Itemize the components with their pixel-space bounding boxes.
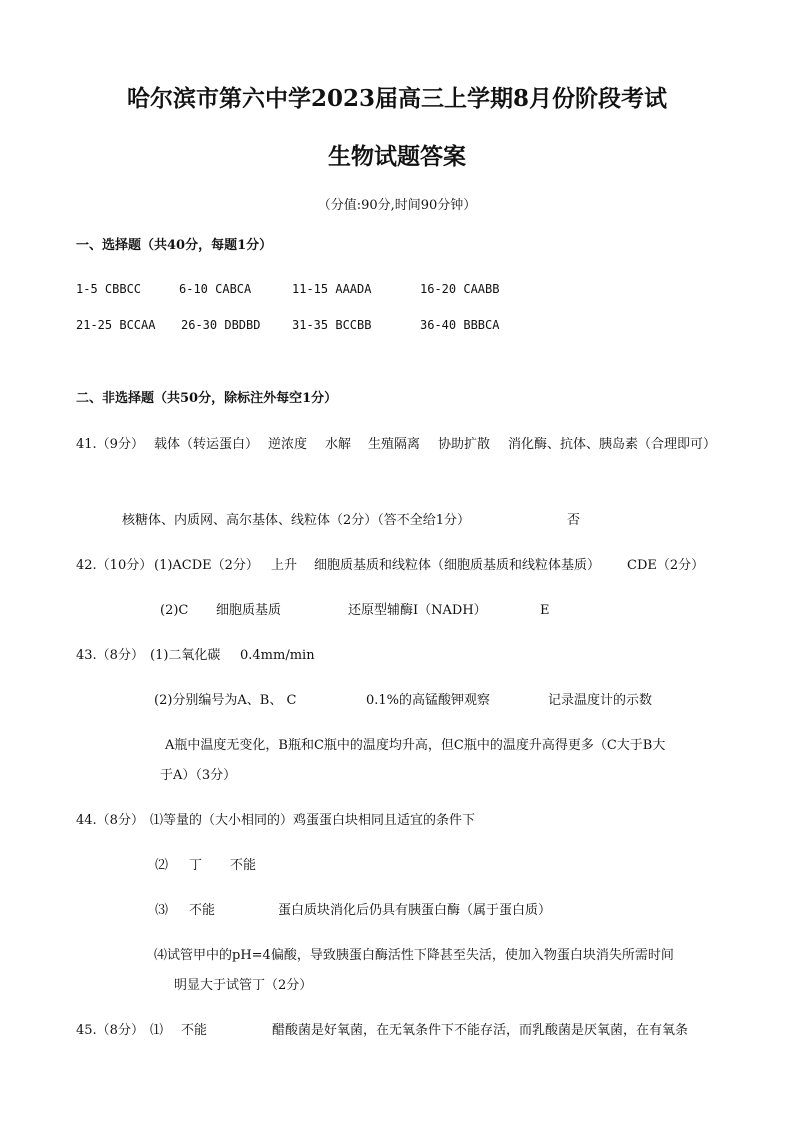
q42-answer-8: E <box>540 603 550 618</box>
q41-answer-3: 水解 <box>325 437 352 452</box>
q41-answer-8: 否 <box>567 513 581 528</box>
q44-answer-8: ⑷试管甲中的pH=4偏酸，导致胰蛋白酶活性下降甚至失活，使加入物蛋白块消失所需时间 <box>154 948 674 963</box>
mc-answer-16-20: 16-20 CAABB <box>420 282 500 296</box>
mc-answer-11-15: 11-15 AAADA <box>292 282 372 296</box>
q42-answer-4: CDE（2分） <box>627 558 705 573</box>
q42-answer-7: 还原型辅酶Ⅰ（NADH） <box>348 603 487 618</box>
q43-answer-5: 记录温度计的示数 <box>548 693 653 708</box>
section1-heading: 一、选择题（共40分，每题1分） <box>76 238 273 253</box>
score-time-note: （分值:90分,时间90分钟） <box>317 198 477 213</box>
q43-number: 43.（8分） <box>76 648 144 663</box>
q44-answer-2: ⑵ <box>155 858 169 873</box>
q44-answer-9: 明显大于试管丁（2分） <box>174 978 313 993</box>
q44-answer-1: ⑴等量的（大小相同的）鸡蛋蛋白块相同且适宜的条件下 <box>150 813 476 828</box>
q44-answer-3: 丁 <box>189 858 203 873</box>
q43-answer-2: 0.4mm/min <box>240 648 315 663</box>
q45-answer-1: ⑴ <box>150 1023 164 1038</box>
q43-answer-3: (2)分别编号为A、B、 C <box>154 693 297 708</box>
q42-answer-1: (1)ACDE（2分） <box>154 558 259 573</box>
q44-answer-5: ⑶ <box>155 903 169 918</box>
mc-answer-31-35: 31-35 BCCBB <box>292 318 372 332</box>
q42-answer-6: 细胞质基质 <box>216 603 282 618</box>
q43-answer-7: 于A）（3分） <box>160 768 237 783</box>
q44-answer-7: 蛋白质块消化后仍具有胰蛋白酶（属于蛋白质） <box>278 903 552 918</box>
section2-heading: 二、非选择题（共50分，除标注外每空1分） <box>76 391 338 406</box>
q41-answer-5: 协助扩散 <box>438 437 491 452</box>
q42-answer-3: 细胞质基质和线粒体（细胞质基质和线粒体基质） <box>314 558 601 573</box>
q41-answer-2: 逆浓度 <box>268 437 308 452</box>
q41-answer-4: 生殖隔离 <box>368 437 421 452</box>
q45-answer-2: 不能 <box>181 1023 208 1038</box>
q43-answer-6: A瓶中温度无变化，B瓶和C瓶中的温度均升高，但C瓶中的温度升高得更多（C大于B大 <box>165 738 666 753</box>
q41-answer-1: 载体（转运蛋白） <box>154 437 259 452</box>
mc-answer-6-10: 6-10 CABCA <box>179 282 252 296</box>
q42-answer-2: 上升 <box>271 558 298 573</box>
q42-number: 42.（10分） <box>76 558 153 573</box>
q45-answer-3: 醋酸菌是好氧菌，在无氧条件下不能存活，而乳酸菌是厌氧菌，在有氧条 <box>272 1023 689 1038</box>
mc-answer-36-40: 36-40 BBBCA <box>420 318 500 332</box>
mc-answer-1-5: 1-5 CBBCC <box>76 282 142 296</box>
q41-answer-6: 消化酶、抗体、胰岛素（合理即可） <box>508 437 717 452</box>
q43-answer-4: 0.1%的高锰酸钾观察 <box>366 693 491 708</box>
q45-number: 45.（8分） <box>76 1023 144 1038</box>
q41-number: 41.（9分） <box>76 437 144 452</box>
q42-answer-5: (2)C <box>160 603 189 618</box>
q44-number: 44.（8分） <box>76 813 144 828</box>
mc-answer-21-25: 21-25 BCCAA <box>76 318 156 332</box>
q44-answer-4: 不能 <box>230 858 257 873</box>
q41-answer-7: 核糖体、内质网、高尔基体、线粒体（2分）（答不全给1分） <box>122 513 471 528</box>
mc-answer-26-30: 26-30 DBDBD <box>181 318 261 332</box>
q44-answer-6: 不能 <box>189 903 216 918</box>
document-subtitle: 生物试题答案 <box>328 143 466 170</box>
document-title: 哈尔滨市第六中学2023届高三上学期8月份阶段考试 <box>126 85 668 112</box>
q43-answer-1: (1)二氧化碳 <box>150 648 221 663</box>
